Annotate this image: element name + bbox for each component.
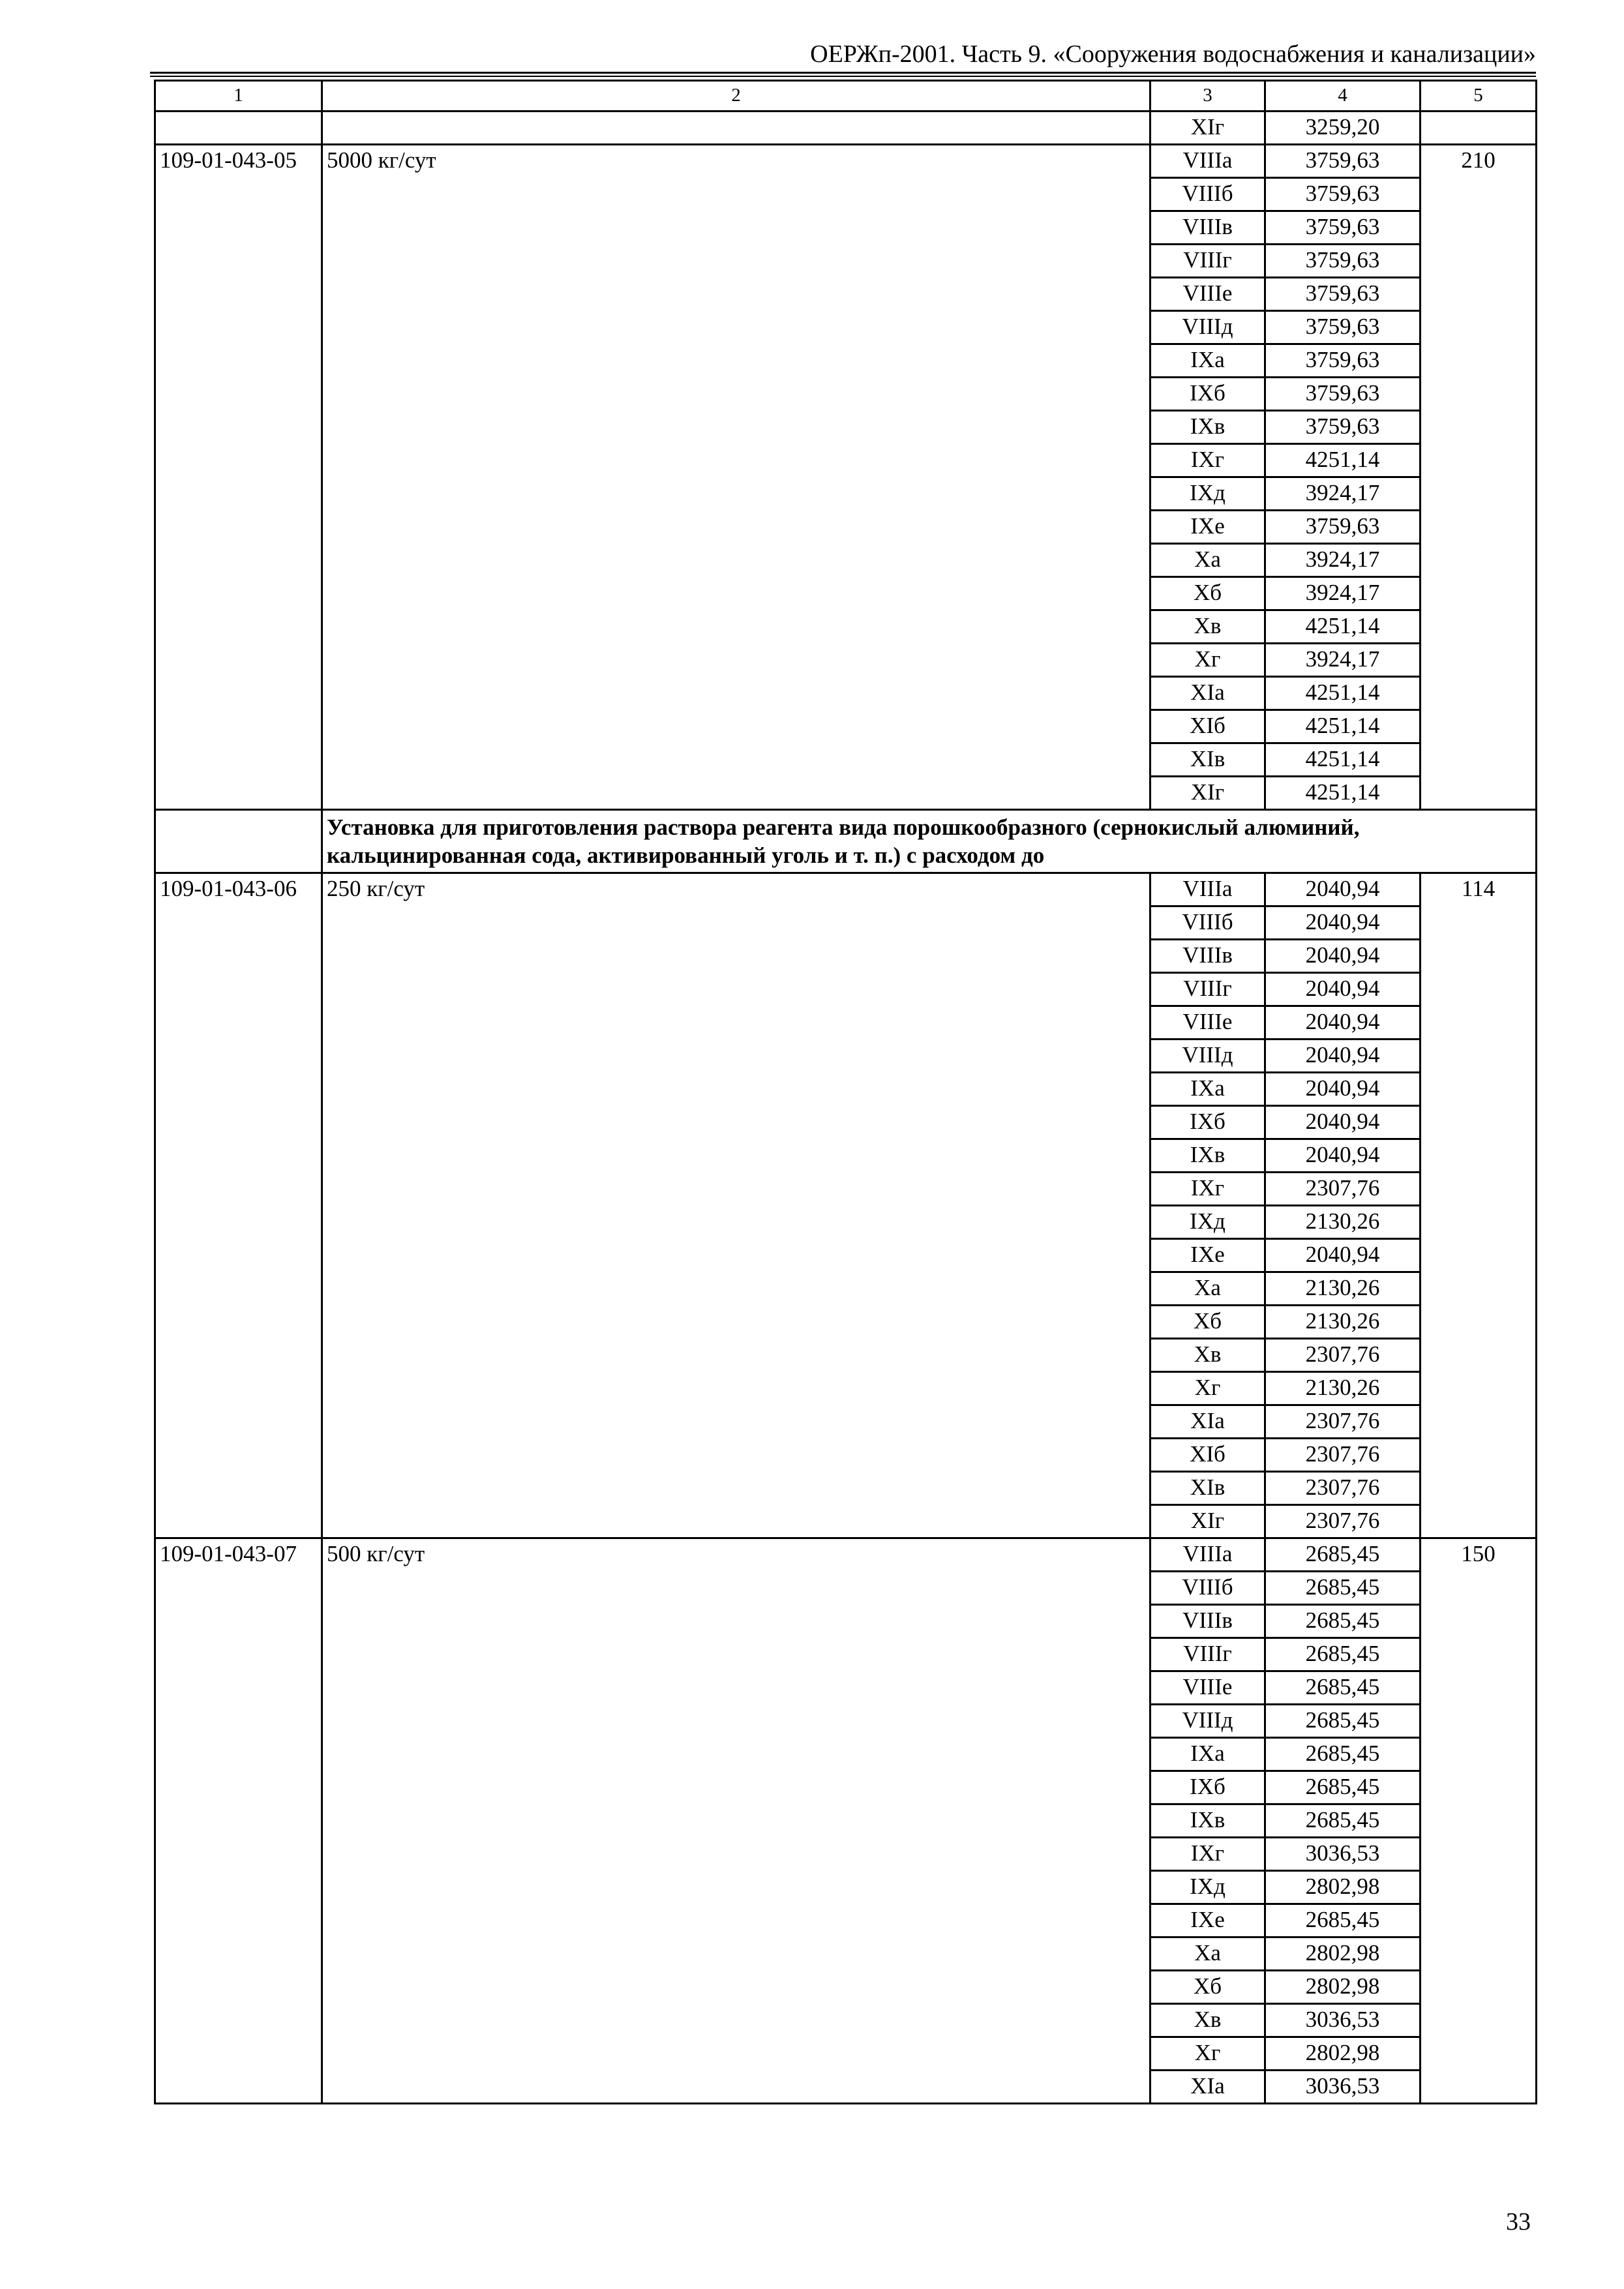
price-cell: 2685,45 [1265, 1605, 1421, 1638]
item-value: 150 [1421, 1538, 1537, 2104]
zone-cell: IXе [1150, 511, 1265, 544]
price-cell: 2040,94 [1265, 1139, 1421, 1173]
table-row [155, 112, 1537, 145]
zone-cell: IXд [1150, 1871, 1265, 1904]
price-cell: 4251,14 [1265, 777, 1421, 810]
table-row [155, 873, 1537, 906]
zone-cell: VIIIг [1150, 245, 1265, 278]
price-cell: 2685,45 [1265, 1904, 1421, 1937]
item-name: 500 кг/сут [322, 1538, 1150, 2104]
table-header-row [155, 81, 1537, 112]
zone-cell: IXа [1150, 1073, 1265, 1106]
price-cell: 2040,94 [1265, 1006, 1421, 1040]
zone-cell: XIа [1150, 677, 1265, 710]
price-cell: 3924,17 [1265, 644, 1421, 677]
zone-cell: XIг [1150, 1505, 1265, 1538]
price-cell: 2685,45 [1265, 1671, 1421, 1705]
zone-cell: VIIIа [1150, 873, 1265, 906]
zone-cell: IXд [1150, 477, 1265, 511]
price-cell: 4251,14 [1265, 710, 1421, 743]
price-cell: 2685,45 [1265, 1538, 1421, 1572]
zone-cell: VIIIв [1150, 1605, 1265, 1638]
zone-cell: Xв [1150, 1339, 1265, 1372]
zone-cell: Xб [1150, 1971, 1265, 2004]
zone-cell: IXв [1150, 411, 1265, 444]
zone-cell: VIIIа [1150, 1538, 1265, 1572]
zone-cell: VIIIб [1150, 178, 1265, 211]
price-cell: 3759,63 [1265, 344, 1421, 378]
price-cell: 3759,63 [1265, 511, 1421, 544]
zone-cell: Xг [1150, 644, 1265, 677]
price-cell: 2685,45 [1265, 1804, 1421, 1838]
zone-cell: XIа [1150, 2071, 1265, 2104]
price-cell: 2130,26 [1265, 1272, 1421, 1306]
price-cell: 4251,14 [1265, 677, 1421, 710]
price-cell: 2307,76 [1265, 1439, 1421, 1472]
header-rule-secondary [150, 76, 1536, 77]
item-value: 210 [1421, 145, 1537, 810]
section-row [155, 810, 1537, 873]
zone-cell: VIIIг [1150, 973, 1265, 1006]
item-name: 250 кг/сут [322, 873, 1150, 1538]
zone-cell: XIв [1150, 743, 1265, 777]
price-cell: 2307,76 [1265, 1505, 1421, 1538]
price-cell: 2802,98 [1265, 1871, 1421, 1904]
zone-cell: IXб [1150, 378, 1265, 411]
price-cell: 3759,63 [1265, 245, 1421, 278]
price-cell: 3759,63 [1265, 211, 1421, 245]
table-row [155, 145, 1537, 178]
price-cell: 3036,53 [1265, 2004, 1421, 2037]
price-cell: 2307,76 [1265, 1405, 1421, 1439]
zone-cell: Xб [1150, 577, 1265, 610]
zone-cell: Xв [1150, 2004, 1265, 2037]
zone-cell: VIIIв [1150, 940, 1265, 973]
zone-cell: VIIIб [1150, 1572, 1265, 1605]
price-cell: 2307,76 [1265, 1339, 1421, 1372]
zone-cell: IXа [1150, 1738, 1265, 1771]
price-cell: 2040,94 [1265, 1106, 1421, 1139]
zone-cell: IXг [1150, 444, 1265, 477]
price-cell: 2130,26 [1265, 1206, 1421, 1239]
zone-cell: VIIIб [1150, 906, 1265, 940]
header-rule [150, 72, 1536, 74]
value-cell [1421, 112, 1537, 145]
price-cell: 3759,63 [1265, 178, 1421, 211]
zone-cell: XIг [1150, 777, 1265, 810]
zone-cell: IXа [1150, 344, 1265, 378]
price-cell: 3036,53 [1265, 1838, 1421, 1871]
price-cell: 2685,45 [1265, 1771, 1421, 1804]
zone-cell: Xб [1150, 1306, 1265, 1339]
price-cell: 2802,98 [1265, 1937, 1421, 1971]
zone-cell: IXв [1150, 1139, 1265, 1173]
item-code: 109-01-043-05 [155, 145, 322, 810]
price-cell: 3259,20 [1265, 112, 1421, 145]
price-cell: 2130,26 [1265, 1372, 1421, 1405]
page-number: 33 [1506, 2208, 1531, 2236]
price-cell: 2685,45 [1265, 1638, 1421, 1671]
price-cell: 2685,45 [1265, 1572, 1421, 1605]
code-cell [155, 112, 322, 145]
column-header: 1 [155, 81, 322, 112]
price-cell: 2040,94 [1265, 1073, 1421, 1106]
price-cell: 2307,76 [1265, 1472, 1421, 1505]
item-value: 114 [1421, 873, 1537, 1538]
item-code: 109-01-043-06 [155, 873, 322, 1538]
zone-cell: IXд [1150, 1206, 1265, 1239]
price-cell: 2040,94 [1265, 973, 1421, 1006]
zone-cell: IXб [1150, 1106, 1265, 1139]
zone-cell: IXе [1150, 1904, 1265, 1937]
column-header: 3 [1150, 81, 1265, 112]
column-header: 5 [1421, 81, 1537, 112]
column-header: 2 [322, 81, 1150, 112]
zone-cell: VIIIа [1150, 145, 1265, 178]
column-header: 4 [1265, 81, 1421, 112]
table-row [155, 1538, 1537, 1572]
zone-cell: XIа [1150, 1405, 1265, 1439]
price-cell: 2040,94 [1265, 1040, 1421, 1073]
zone-cell: IXв [1150, 1804, 1265, 1838]
zone-cell: XIб [1150, 710, 1265, 743]
zone-cell: VIIIд [1150, 311, 1265, 344]
zone-cell: Xг [1150, 2037, 1265, 2071]
price-cell: 2685,45 [1265, 1705, 1421, 1738]
price-cell: 4251,14 [1265, 610, 1421, 644]
zone-cell: Xа [1150, 1272, 1265, 1306]
price-cell: 3759,63 [1265, 311, 1421, 344]
price-cell: 3759,63 [1265, 145, 1421, 178]
price-cell: 3924,17 [1265, 544, 1421, 577]
zone-cell: IXг [1150, 1838, 1265, 1871]
price-cell: 2040,94 [1265, 906, 1421, 940]
zone-cell: XIг [1150, 112, 1265, 145]
section-code-cell [155, 810, 322, 873]
price-cell: 2802,98 [1265, 1971, 1421, 2004]
zone-cell: VIIIд [1150, 1705, 1265, 1738]
zone-cell: IXг [1150, 1173, 1265, 1206]
price-cell: 3924,17 [1265, 477, 1421, 511]
price-cell: 3036,53 [1265, 2071, 1421, 2104]
zone-cell: VIIIд [1150, 1040, 1265, 1073]
zone-cell: Xа [1150, 1937, 1265, 1971]
price-cell: 2130,26 [1265, 1306, 1421, 1339]
page-header: ОЕРЖп-2001. Часть 9. «Сооружения водоснабжения и канализации» [810, 40, 1536, 68]
name-cell [322, 112, 1150, 145]
zone-cell: VIIIе [1150, 1671, 1265, 1705]
price-cell: 3759,63 [1265, 411, 1421, 444]
price-cell: 3759,63 [1265, 278, 1421, 311]
zone-cell: VIIIе [1150, 1006, 1265, 1040]
price-cell: 2307,76 [1265, 1173, 1421, 1206]
zone-cell: XIв [1150, 1472, 1265, 1505]
price-cell: 4251,14 [1265, 743, 1421, 777]
price-cell: 3759,63 [1265, 378, 1421, 411]
zone-cell: VIIIг [1150, 1638, 1265, 1671]
zone-cell: VIIIв [1150, 211, 1265, 245]
zone-cell: IXе [1150, 1239, 1265, 1272]
zone-cell: Xг [1150, 1372, 1265, 1405]
zone-cell: VIIIе [1150, 278, 1265, 311]
price-cell: 2685,45 [1265, 1738, 1421, 1771]
price-cell: 2040,94 [1265, 873, 1421, 906]
zone-cell: XIб [1150, 1439, 1265, 1472]
zone-cell: Xа [1150, 544, 1265, 577]
item-name: 5000 кг/сут [322, 145, 1150, 810]
item-code: 109-01-043-07 [155, 1538, 322, 2104]
price-cell: 2040,94 [1265, 1239, 1421, 1272]
price-cell: 2802,98 [1265, 2037, 1421, 2071]
price-cell: 3924,17 [1265, 577, 1421, 610]
price-cell: 4251,14 [1265, 444, 1421, 477]
rates-table [154, 80, 1537, 2104]
price-cell: 2040,94 [1265, 940, 1421, 973]
section-title: Установка для приготовления раствора реагента вида порошкообразного (сернокислый алюминий, кальцинированная сода, активированный уголь и т. п.) с расходом до [322, 810, 1537, 873]
zone-cell: Xв [1150, 610, 1265, 644]
zone-cell: IXб [1150, 1771, 1265, 1804]
